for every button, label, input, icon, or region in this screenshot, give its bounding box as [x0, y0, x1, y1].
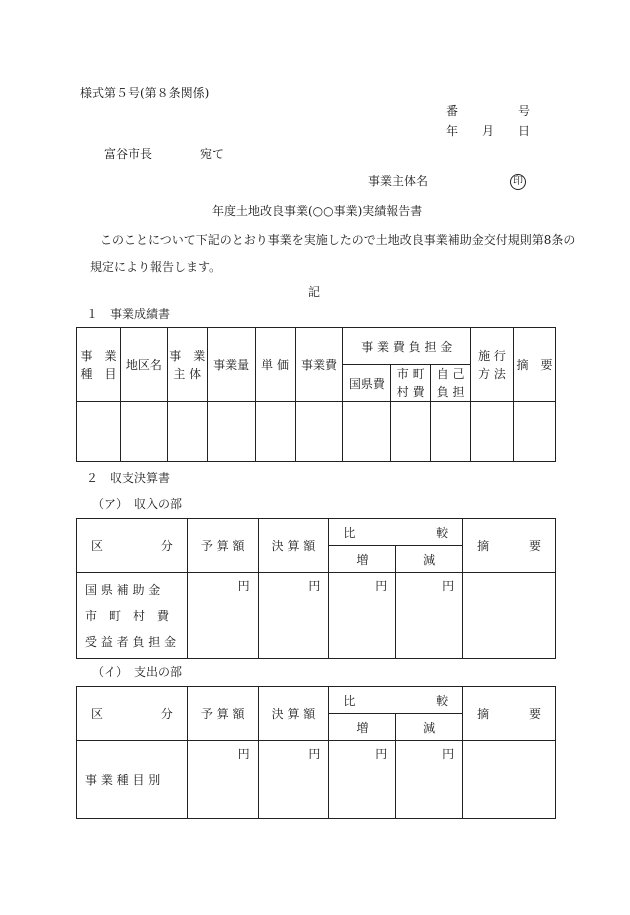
performance-table [76, 327, 556, 462]
section1-title: １ 事業成績書 [86, 307, 171, 321]
expense-category: 事 業 種 目 別 [77, 741, 188, 819]
remarks-cell [463, 741, 556, 819]
document-title: 年度土地改良事業(○○事業)実績報告書 [212, 204, 423, 218]
header-entity: 事 業 主 体 [167, 328, 207, 402]
header-settled: 決 算 額 [258, 519, 329, 573]
ki-heading: 記 [308, 285, 321, 299]
increase-amount: 円 [329, 573, 396, 659]
budget-amount: 円 [187, 741, 258, 819]
header-category: 区 分 [77, 687, 188, 741]
header-pref-cost: 国県費 [343, 365, 391, 402]
header-area: 地区名 [120, 328, 167, 402]
settled-amount: 円 [258, 741, 329, 819]
cell [513, 402, 555, 462]
income-categories [77, 573, 188, 659]
header-decrease: 減 [396, 714, 463, 741]
expense-table [76, 686, 556, 819]
cell [255, 402, 295, 462]
header-method: 施 行 方 法 [471, 328, 514, 402]
header-increase: 増 [329, 546, 396, 573]
addressee: 富谷市長 宛て [104, 147, 225, 161]
header-category: 区 分 [77, 519, 188, 573]
header-budget: 予 算 額 [187, 519, 258, 573]
document-number-label: 番 号 [446, 104, 531, 118]
budget-amount: 円 [187, 573, 258, 659]
header-remarks: 摘 要 [463, 519, 556, 573]
header-comparison: 比 較 [329, 519, 463, 546]
income-title: （ア） 収入の部 [92, 497, 183, 511]
settled-amount: 円 [258, 573, 329, 659]
list-item: 国 県 補 助 金 [85, 583, 161, 597]
header-budget: 予 算 額 [187, 687, 258, 741]
cell [295, 402, 343, 462]
remarks-cell [463, 573, 556, 659]
cell [207, 402, 255, 462]
body-text-line1: このことについて下記のとおり事業を実施したので土地改良事業補助金交付規則第8条の [100, 233, 576, 247]
cell [77, 402, 121, 462]
expense-title: （イ） 支出の部 [92, 665, 183, 679]
income-table [76, 518, 556, 659]
header-comparison: 比 較 [329, 687, 463, 714]
header-settled: 決 算 額 [258, 687, 329, 741]
decrease-amount: 円 [396, 573, 463, 659]
cell [471, 402, 514, 462]
header-remarks: 摘 要 [513, 328, 555, 402]
header-cost: 事業費 [295, 328, 343, 402]
header-increase: 増 [329, 714, 396, 741]
cell [391, 402, 431, 462]
header-decrease: 減 [396, 546, 463, 573]
section2-title: ２ 収支決算書 [86, 471, 171, 485]
body-text-line2: 規定により報告します。 [90, 260, 222, 274]
header-burden: 事 業 費 負 担 金 [343, 328, 471, 365]
header-unit-price: 単 価 [255, 328, 295, 402]
header-city-cost: 市 町 村 費 [391, 365, 431, 402]
list-item: 受 益 者 負 担 金 [85, 635, 177, 649]
cell [167, 402, 207, 462]
list-item: 市 町 村 費 [85, 609, 170, 623]
form-number: 様式第５号(第８条関係) [80, 86, 210, 100]
header-quantity: 事業量 [207, 328, 255, 402]
date-label: 年 月 日 [446, 124, 531, 138]
decrease-amount: 円 [396, 741, 463, 819]
header-self-burden: 自 己 負 担 [431, 365, 471, 402]
header-project-kind: 事 業 種 目 [77, 328, 121, 402]
cell [120, 402, 167, 462]
increase-amount: 円 [329, 741, 396, 819]
applicant-label: 事業主体名 [368, 174, 429, 188]
seal-icon: 印 [510, 173, 526, 190]
header-remarks: 摘 要 [463, 687, 556, 741]
cell [431, 402, 471, 462]
cell [343, 402, 391, 462]
